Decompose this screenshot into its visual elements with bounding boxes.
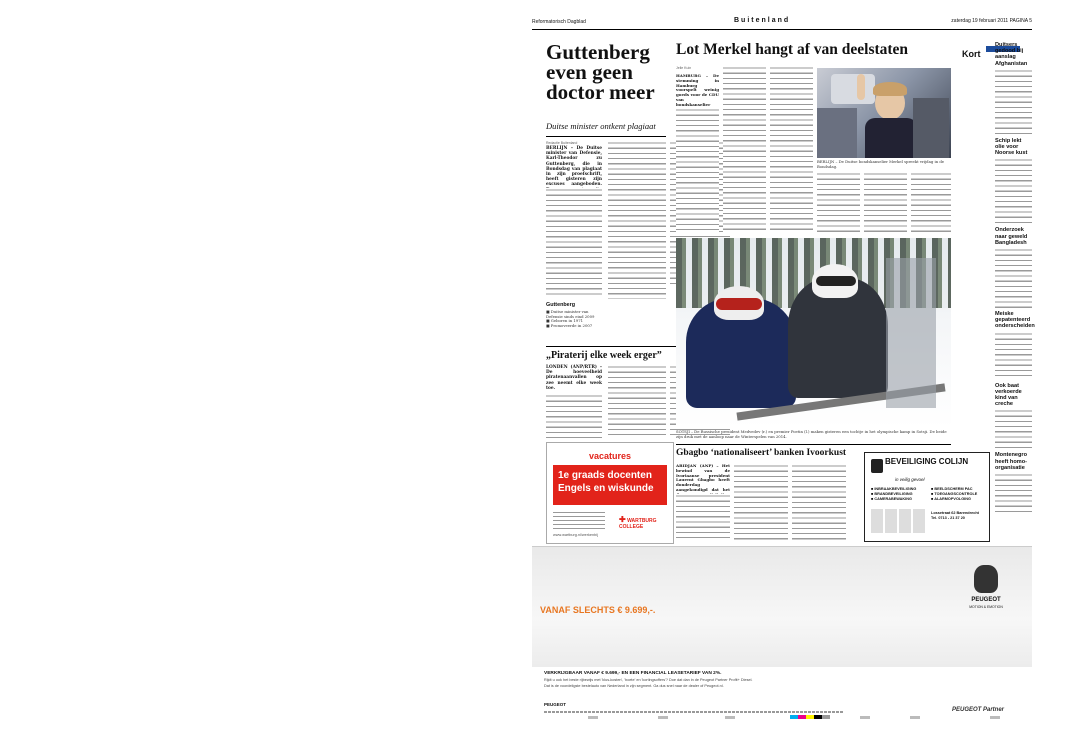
merkel-byline: Jelle Kuin: [676, 66, 692, 70]
guttenberg-subhead: Duitse minister ontkent plagiaat: [546, 121, 656, 131]
wartburg-logo: ✚ WARTBURG COLLEGE: [619, 515, 657, 530]
peugeot-finetext: [544, 711, 844, 713]
ad-url[interactable]: www.wartburg.nl/werkenbij: [553, 533, 598, 537]
newspaper-page: [532, 12, 1035, 722]
merkel-body-col4: [817, 172, 860, 234]
guttenberg-factbox: [546, 302, 602, 329]
kort-item-title: Schip lekt olie voor Noorse kust: [995, 137, 1028, 157]
peugeot-lion-logo: [964, 565, 1008, 615]
merkel-headline: Lot Merkel hangt af van deelstaten: [676, 41, 909, 58]
kort-item-title: Onderzoek naar geweld Bangladesh: [995, 227, 1028, 246]
merkel-body-col6: [911, 172, 951, 234]
factbox-item: ■ Promoveerde in 2007: [546, 322, 593, 328]
merkel-body-col1: [676, 108, 719, 234]
colijn-contact: Lossetraat 62 Barendrecht Tel. 0713 - 21 37 20: [931, 511, 979, 520]
ski-caption: SOTSJI – De Russische president Medvedev (r.) en premier Poetin (l.) maken gisteren een tochtje in het olympische kamp in Sotsji. De beide zijn druk met de aanloop naar de Winterspelen van 2014.: [676, 429, 947, 439]
kort-item-title: Meiske gepatenteerd onderscheiden: [995, 311, 1035, 330]
factbox-item: ■ Geboren in 1971: [546, 318, 584, 324]
merkel-lead: HAMBURG – De stemming in Hamburg voorspelt weinig goeds voor de CDU van bondskanselier: [676, 73, 719, 107]
colijn-tagline: in veilig gevoel: [895, 477, 925, 482]
guttenberg-headline: Guttenberg even geen doctor meer: [546, 40, 655, 104]
piraterij-lead: LONDEN (ANP/RTR) – De hoeveelheid piratenaanvallen op zee neemt elke week toe.: [546, 365, 602, 391]
gbagbo-body-col2: [734, 464, 788, 540]
merkel-caption: BERLIJN – De Duitse bondskanselier Merkel spreekt vrijdag in de Bondsdag.: [817, 159, 945, 169]
merkel-body-col2: [723, 66, 766, 234]
piraterij-body-col2: [608, 365, 666, 438]
ad-vacatures: vacatures: [588, 451, 632, 461]
ad-headline: 1e graads docenten Engels en wiskunde: [553, 465, 667, 505]
gbagbo-headline: Gbagbo ‘nationaliseert’ banken Ivoorkust: [676, 448, 847, 458]
section-name: Buitenland: [734, 17, 791, 24]
kort-item-title: Montenegro heeft homo-organisatie: [995, 452, 1028, 471]
peugeot-line2: Rijdt u ook het beste rijbewijs met 'klus-kosten', 'boete' en 'kortingsoffers'? Doe dat dan in de Peugeot Partner Profit+ Diesel.: [544, 678, 753, 682]
peugeot-ad[interactable]: [532, 546, 1032, 723]
publication-name: Reformatorisch Dagblad: [532, 19, 586, 25]
factbox-title: Guttenberg: [546, 302, 576, 308]
kort-item-title: Duitsers gedood bij aanslag Afghanistan: [995, 42, 1028, 67]
guttenberg-byline: Redactie Buitenland: [546, 141, 578, 145]
ski-photo: [676, 238, 951, 428]
peugeot-brand: PEUGEOT: [971, 597, 1001, 603]
kort-item-title: Ook baat verkoerde kind van creche: [995, 382, 1022, 408]
merkel-photo: [817, 68, 951, 158]
peugeot-line3: Dat is de voordeligste bestelauto van Nederland in zijn segment. Ga dus snel naar de dealer of Peugeot.nl.: [544, 684, 724, 688]
gbagbo-body-col3: [792, 464, 846, 540]
merkel-body-col3: [770, 66, 813, 234]
gbagbo-lead: ABIDJAN (ANP) – Het bewind van de Ivoriaanse president Laurent Gbagbo heeft donderdag aangekondigd dat het: [676, 463, 730, 492]
colijn-title: BEVEILIGING COLIJN: [885, 457, 969, 466]
certification-logos: [871, 509, 927, 533]
kort-column: [995, 42, 1035, 562]
guttenberg-lead: BERLIJN – De Duitse minister van Defensie, Karl-Theodor zu Guttenberg, die in Bondsdag van plagiaat in zijn proefschrift, heeft gisteren zijn excuses aangeboden.: [546, 146, 602, 188]
peugeot-price: VANAF SLECHTS € 9.699,-.: [540, 605, 656, 615]
peugeot-partner-logo: PEUGEOT Partner: [952, 707, 1005, 713]
colijn-services-right: ■ BEELDSCHERM PAC ■ TOEGANGSCONTROLE ■ ALARMOPVOLGING: [931, 487, 978, 501]
peugeot-line1: VERKRIJGBAAR VANAF € 9.699,- EN EEN FINANCIAL LEASETARIEF VAN 2%.: [544, 671, 722, 676]
colijn-ad[interactable]: [864, 452, 990, 542]
guttenberg-body-col1: [546, 188, 602, 298]
piraterij-body-col1: [546, 394, 602, 438]
peugeot-brand-sub: MOTION & EMOTION: [969, 605, 1003, 609]
kort-title: Kort: [962, 49, 981, 59]
running-header: [532, 17, 1032, 27]
merkel-body-col5: [864, 172, 907, 234]
piraterij-headline: „Piraterij elke week erger”: [546, 350, 662, 361]
factbox-item: ■ Duitse minister van Defensie sinds eind 2009: [546, 309, 595, 319]
color-bar: [790, 715, 830, 719]
guttenberg-body-col2: [608, 141, 666, 299]
page-date: zaterdag 19 februari 2011 PAGINA 5: [951, 18, 1032, 24]
lock-icon: [871, 459, 883, 473]
gbagbo-body-col1: [676, 494, 730, 540]
wartburg-ad[interactable]: [546, 442, 674, 544]
colijn-services-left: ■ INBRAAKBEVEILIGING ■ BRANDBEVEILIGING ■ CAMERABEWAKING: [871, 487, 917, 501]
ad-body: [553, 511, 605, 529]
peugeot-dealer: PEUGEOT: [544, 702, 567, 707]
